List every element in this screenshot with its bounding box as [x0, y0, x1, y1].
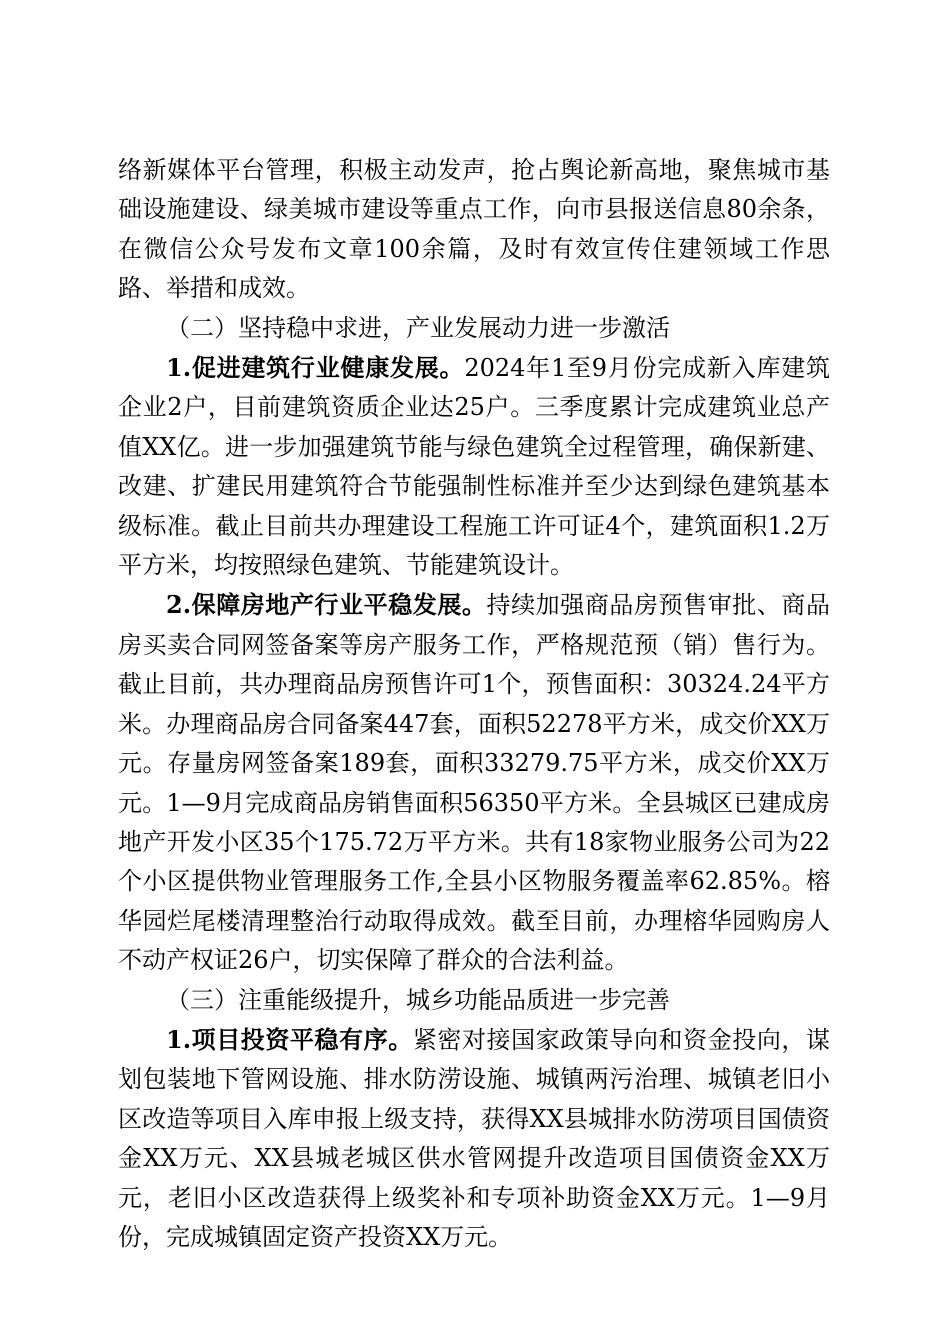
- document-body: [118, 151, 830, 1257]
- paragraph-lead: 2.保障房地产行业平稳发展。: [166, 590, 487, 620]
- section-heading-urban-function: [118, 981, 830, 1020]
- paragraph-lead: 1.促进建筑行业健康发展。: [166, 353, 465, 383]
- paragraph-media-publicity: [118, 151, 830, 309]
- paragraph-real-estate: [118, 585, 830, 980]
- paragraph-construction-industry: [118, 348, 830, 585]
- paragraph-text: 络新媒体平台管理，积极主动发声，抢占舆论新高地，聚焦城市基础设施建设、绿美城市建设等重点工作，向市县报送信息80余条，在微信公众号发布文章100余篇，及时有效宣传住建领域工作思路、举措和成效。: [118, 156, 830, 303]
- section-heading-text: （三）注重能级提升，城乡功能品质进一步完善: [166, 985, 670, 1014]
- section-heading-industry: [118, 309, 830, 348]
- paragraph-lead: 1.项目投资平稳有序。: [166, 1024, 413, 1054]
- section-heading-text: （二）坚持稳中求进，产业发展动力进一步激活: [166, 313, 670, 342]
- paragraph-text: 2024年1至9月份完成新入库建筑企业2户，目前建筑资质企业达25户。三季度累计完成建筑业总产值XX亿。进一步加强建筑节能与绿色建筑全过程管理，确保新建、改建、扩建民用建筑符合节能强制性标准并至少达到绿色建筑基本级标准。截止目前共办理建设工程施工许可证4个，建筑面积1.2万平方米，均按照绿色建筑、节能建筑设计。: [118, 354, 830, 580]
- paragraph-text: 紧密对接国家政策导向和资金投向，谋划包装地下管网设施、排水防涝设施、城镇两污治理、城镇老旧小区改造等项目入库申报上级支持，获得XX县城排水防涝项目国债资金XX万元、XX县城老城区供水管网提升改造项目国债资金XX万元，老旧小区改造获得上级奖补和专项补助资金XX万元。1—9月份，完成城镇固定资产投资XX万元。: [118, 1025, 831, 1251]
- paragraph-text: 持续加强商品房预售审批、商品房买卖合同网签备案等房产服务工作，严格规范预（销）售行为。截止目前，共办理商品房预售许可1个，预售面积：30324.24平方米。办理商品房合同备案447套，面积52278平方米，成交价XX万元。存量房网签备案189套，面积33279.75平方米，成交价XX万元。1—9月完成商品房销售面积56350平方米。全县城区已建成房地产开发小区35个175.72万平方米。共有18家物业服务公司为22个小区提供物业管理服务工作,全县小区物服务覆盖率62.85%。榕华园烂尾楼清理整治行动取得成效。截至目前，办理榕华园购房人不动产权证26户，切实保障了群众的合法利益。: [118, 591, 830, 975]
- paragraph-project-investment: [118, 1020, 830, 1257]
